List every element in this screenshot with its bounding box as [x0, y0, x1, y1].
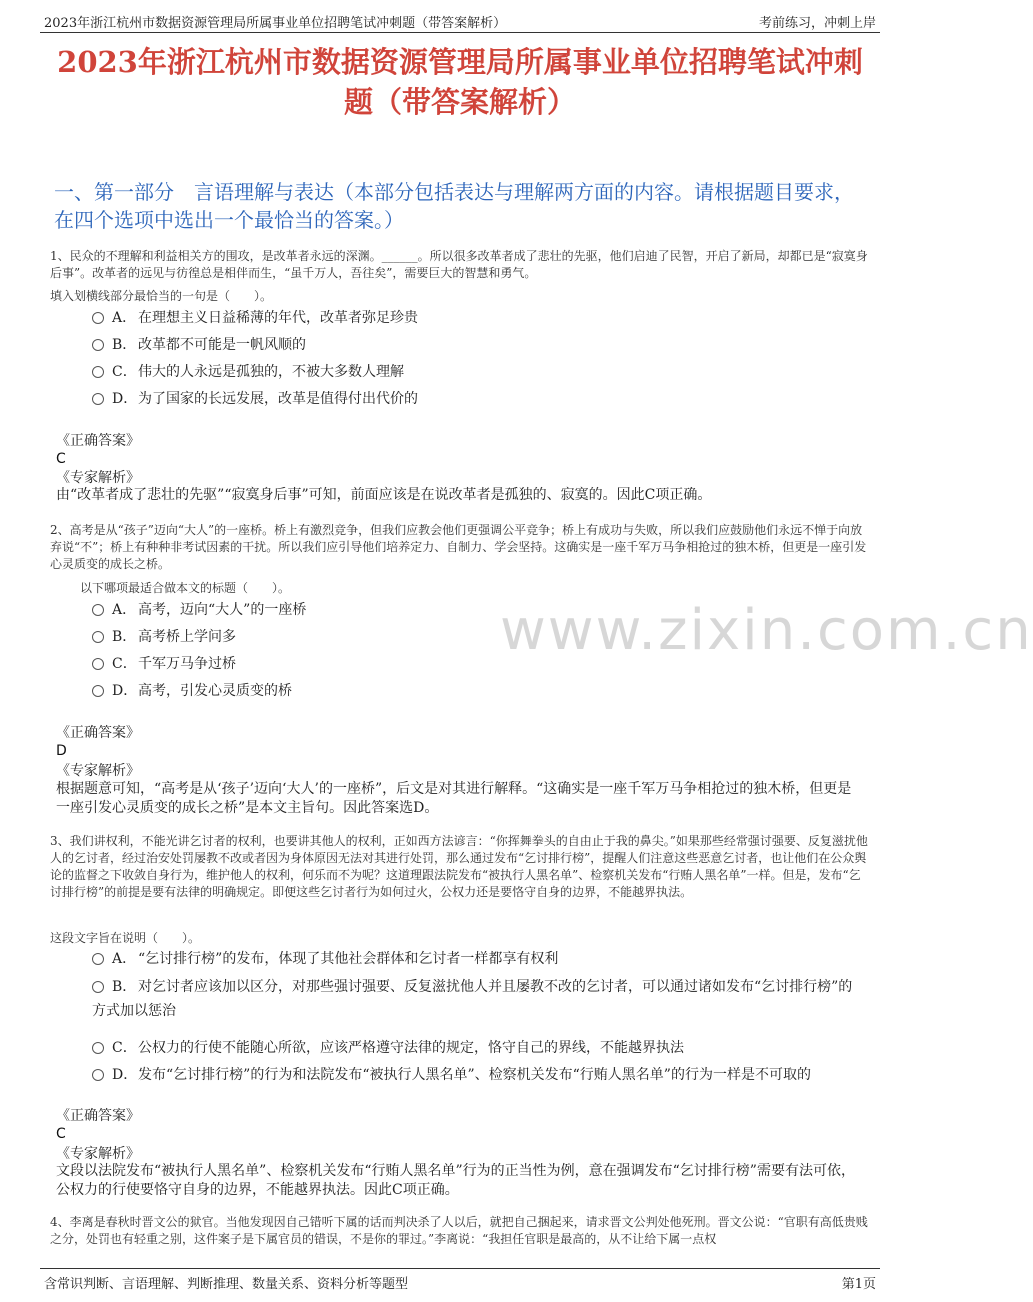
question-2-answer: D [56, 743, 67, 759]
radio-icon[interactable] [92, 953, 104, 965]
question-1-option-d[interactable] [92, 387, 860, 411]
question-3-analysis: 文段以法院发布“被执行人黑名单”、检察机关发布“行贿人黑名单”行为的正当性为例，意在强调发布“乞讨排行榜”需要有法可依，公权力的行使要恪守自身的边界，不能越界执法。因此C项正确。 [56, 1163, 855, 1198]
question-3-answer: C [56, 1126, 66, 1142]
radio-icon[interactable] [92, 1042, 104, 1054]
option-text: “乞讨排行榜”的发布，体现了其他社会群体和乞讨者一样都享有权利 [138, 951, 559, 967]
radio-icon[interactable] [92, 631, 104, 643]
page-number: 第1页 [841, 1277, 876, 1292]
analysis-tag: 《专家解析》 [56, 470, 140, 486]
footer-left-text: 含常识判断、言语理解、判断推理、数量关系、资料分析等题型 [44, 1277, 409, 1292]
question-3-option-a[interactable] [92, 947, 860, 971]
option-text: 伟大的人永远是孤独的，不被大多数人理解 [138, 364, 404, 380]
option-text: 对乞讨者应该加以区分，对那些强讨强要、反复滋扰他人并且屡教不改的乞讨者，可以通过诸如发布“乞讨排行榜”的方式加以惩治 [92, 979, 853, 1019]
question-4-text: 4、李离是春秋时晋文公的狱官。当他发现因自己错听下属的话而判决杀了人以后，就把自己捆起来，请求晋文公判处他死刑。晋文公说：“官职有高低贵贱之分，处罚也有轻重之别，这件案子是下属官员的错误，不是你的罪过。”李离说：“我担任官职是最高的，从不让给下属一点权 [50, 1215, 868, 1246]
radio-icon[interactable] [92, 393, 104, 405]
question-3-text: 3、我们讲权利，不能光讲乞讨者的权利，也要讲其他人的权利，正如西方法谚言：“你挥舞拳头的自由止于我的鼻尖。”如果那些经常强讨强要、反复滋扰他人的乞讨者，经过治安处罚屡教不改或者因为身体原因无法对其进行处罚，那么通过发布“乞讨排行榜”，提醒人们注意这些恶意乞讨者，也让他们在公众舆论的监督之下收敛自身行为，维护他人的权利，何乐而不为呢？这道理跟法院发布“被执行人黑名单”、检察机关发布“行贿人黑名单”一样。但是，发布“乞讨排行榜”的前提是要有法律的明确规定。即便这些乞讨者行为如何过火，公权力还是要恪守自身的边界，不能越界执法。 [50, 834, 868, 899]
question-1-option-c[interactable] [92, 360, 860, 384]
option-letter: B． [112, 979, 137, 995]
radio-icon[interactable] [92, 981, 104, 993]
option-text: 在理想主义日益稀薄的年代，改革者弥足珍贵 [138, 310, 418, 326]
option-text: 高考，引发心灵质变的桥 [138, 683, 292, 699]
header-right-text: 考前练习，冲刺上岸 [758, 16, 876, 31]
option-letter: B． [112, 629, 137, 645]
question-1-option-a[interactable] [92, 306, 860, 330]
question-3-prompt: 这段文字旨在说明（ ）。 [50, 931, 201, 945]
question-2-analysis: 根据题意可知，“高考是从‘孩子’迈向‘大人’的一座桥”，后文是对其进行解释。“这确实是一座千军万马争相抢过的独木桥，但更是一座引发心灵质变的成长之桥”是本文主旨句。因此答案选D。 [56, 781, 852, 816]
question-1-prompt: 填入划横线部分最恰当的一句是（ ）。 [50, 289, 273, 303]
running-header [40, 10, 880, 33]
section-heading: 一、第一部分 言语理解与表达（本部分包括表达与理解两方面的内容。请根据题目要求，在四个选项中选出一个最恰当的答案。） [54, 180, 854, 232]
option-text: 发布“乞讨排行榜”的行为和法院发布“被执行人黑名单”、检察机关发布“行贿人黑名单”的行为一样是不可取的 [138, 1067, 811, 1083]
answer-tag: 《正确答案》 [56, 725, 140, 741]
question-1-text: 1、民众的不理解和利益相关方的围攻，是改革者永远的深渊。______。所以很多改革者成了悲壮的先驱，他们启迪了民智，开启了新局，却都已是“寂寞身后事”。改革者的远见与彷徨总是相伴而生，“虽千万人，吾往矣”，需要巨大的智慧和勇气。 [50, 249, 868, 280]
document-title: 2023年浙江杭州市数据资源管理局所属事业单位招聘笔试冲刺题（带答案解析） [57, 45, 863, 119]
question-1-answer: C [56, 451, 66, 467]
option-letter: D． [112, 391, 138, 407]
option-text: 公权力的行使不能随心所欲，应该严格遵守法律的规定，恪守自己的界线，不能越界执法 [138, 1040, 684, 1056]
option-letter: A． [112, 310, 137, 326]
question-3-option-d[interactable] [92, 1063, 860, 1087]
option-text: 改革都不可能是一帆风顺的 [138, 337, 306, 353]
question-2-text: 2、高考是从“孩子”迈向“大人”的一座桥。桥上有激烈竞争，但我们应教会他们更强调公平竞争；桥上有成功与失败，所以我们应鼓励他们永远不惮于向放弃说“不”；桥上有种种非考试因素的干扰。所以我们应引导他们培养定力、自制力、学会坚持。这确实是一座千军万马争相抢过的独木桥，但更是一座引发心灵质变的成长之桥。 [50, 523, 867, 571]
answer-tag: 《正确答案》 [56, 1108, 140, 1124]
radio-icon[interactable] [92, 658, 104, 670]
option-letter: D． [112, 1067, 138, 1083]
option-text: 为了国家的长远发展，改革是值得付出代价的 [138, 391, 418, 407]
radio-icon[interactable] [92, 339, 104, 351]
radio-icon[interactable] [92, 312, 104, 324]
analysis-tag: 《专家解析》 [56, 763, 140, 779]
option-letter: C． [112, 656, 137, 672]
option-letter: A． [112, 602, 137, 618]
radio-icon[interactable] [92, 1069, 104, 1081]
question-1-option-b[interactable] [92, 333, 860, 357]
header-left-text: 2023年浙江杭州市数据资源管理局所属事业单位招聘笔试冲刺题（带答案解析） [44, 16, 507, 31]
question-1-analysis: 由“改革者成了悲壮的先驱”“寂寞身后事”可知，前面应该是在说改革者是孤独的、寂寞的。因此C项正确。 [56, 487, 712, 503]
question-3-option-b[interactable] [92, 975, 860, 1023]
option-text: 千军万马争过桥 [138, 656, 236, 672]
option-letter: B． [112, 337, 137, 353]
option-text: 高考，迈向“大人”的一座桥 [138, 602, 307, 618]
option-letter: C． [112, 1040, 137, 1056]
answer-tag: 《正确答案》 [56, 433, 140, 449]
question-3-option-c[interactable] [92, 1036, 860, 1060]
watermark: www.zixin.com.cn [500, 598, 1033, 663]
radio-icon[interactable] [92, 604, 104, 616]
option-letter: D． [112, 683, 138, 699]
option-letter: A． [112, 951, 137, 967]
running-footer [40, 1268, 880, 1291]
radio-icon[interactable] [92, 366, 104, 378]
question-2-prompt: 以下哪项最适合做本文的标题（ ）。 [80, 581, 291, 595]
analysis-tag: 《专家解析》 [56, 1146, 140, 1162]
option-text: 高考桥上学问多 [138, 629, 236, 645]
radio-icon[interactable] [92, 685, 104, 697]
question-2-option-d[interactable] [92, 679, 860, 703]
option-letter: C． [112, 364, 137, 380]
